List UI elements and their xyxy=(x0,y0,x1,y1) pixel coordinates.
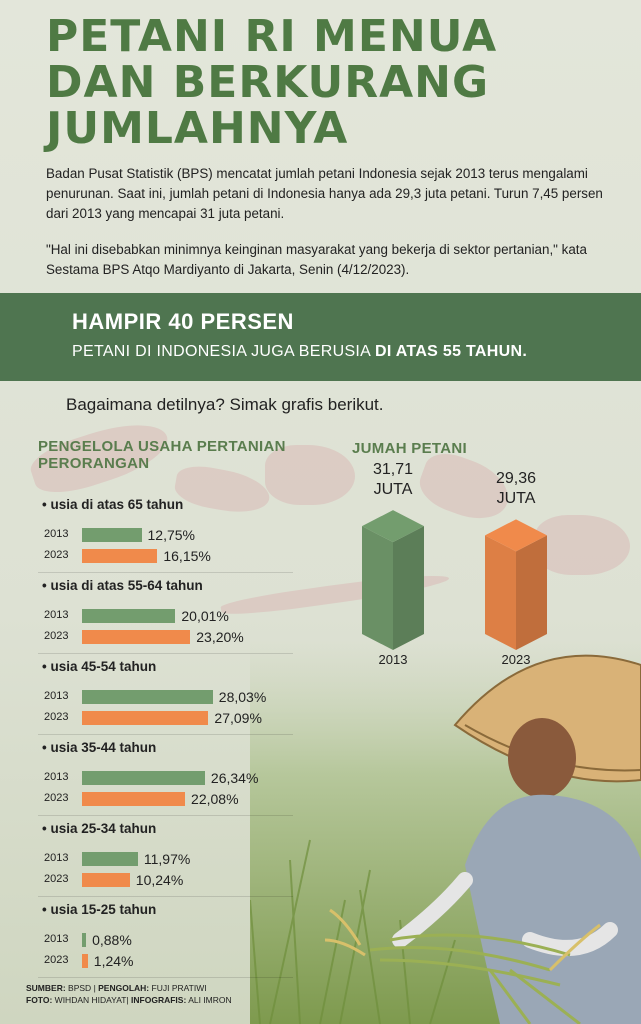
highlight-banner xyxy=(0,293,641,381)
value-label: 11,97% xyxy=(143,851,191,867)
age-group xyxy=(38,816,293,897)
bar-2013 xyxy=(82,852,138,866)
bar-row-2013 xyxy=(44,931,294,949)
bar-2023 xyxy=(82,549,157,563)
age-group xyxy=(38,573,293,654)
bar-row-2023 xyxy=(44,871,294,889)
intro-text xyxy=(46,164,606,296)
year-label: 2023 xyxy=(44,792,69,804)
value-label: 0,88% xyxy=(92,932,132,948)
age-group-label: • usia di atas 65 tahun xyxy=(42,497,184,512)
total-chart-title: JUMAH PETANI xyxy=(352,440,467,457)
age-group xyxy=(38,492,293,573)
total-year-label: 2013 xyxy=(378,652,408,667)
age-group-label: • usia di atas 55-64 tahun xyxy=(42,578,203,593)
year-label: 2023 xyxy=(44,630,69,642)
bar-2023 xyxy=(82,954,88,968)
value-label: 22,08% xyxy=(191,791,239,807)
bar-2013 xyxy=(82,771,205,785)
year-label: 2023 xyxy=(44,549,69,561)
value-label: 12,75% xyxy=(147,527,195,543)
credit-key: PENGOLAH: xyxy=(98,983,150,993)
value-label: 20,01% xyxy=(181,608,229,624)
age-group xyxy=(38,897,293,978)
year-label: 2023 xyxy=(44,711,69,723)
value-label: 28,03% xyxy=(218,689,267,705)
credit-value: WIHDAN HIDAYAT xyxy=(54,995,127,1005)
bar-row-2013 xyxy=(44,688,294,706)
banner-headline: HAMPIR 40 PERSEN xyxy=(72,309,294,334)
year-label: 2023 xyxy=(44,954,69,966)
total-farmers-chart xyxy=(330,440,630,670)
year-label: 2013 xyxy=(44,771,69,783)
total-value-label xyxy=(353,460,433,500)
total-value-label xyxy=(476,469,556,509)
year-label: 2023 xyxy=(44,873,69,885)
credit-key: INFOGRAFIS: xyxy=(131,995,187,1005)
title-line: DAN BERKURANG xyxy=(46,57,490,108)
value-label: 10,24% xyxy=(135,872,184,888)
bar-2013 xyxy=(82,933,86,947)
year-label: 2013 xyxy=(44,852,69,864)
credits-line: FOTO: WIHDAN HIDAYAT| INFOGRAFIS: ALI IMRON xyxy=(26,995,232,1005)
bar-2023 xyxy=(82,873,130,887)
bar-row-2013 xyxy=(44,850,294,868)
bar-row-2023 xyxy=(44,709,294,727)
title-line: PETANI RI MENUA xyxy=(46,11,498,62)
bar-2013 xyxy=(82,690,213,704)
bar-right-face xyxy=(516,535,547,650)
value-label: 27,09% xyxy=(214,710,262,726)
title-line: JUMLAHNYA xyxy=(46,103,349,154)
total-value: 29,36 xyxy=(495,470,537,488)
bar-2013 xyxy=(82,528,142,542)
age-chart-title-line: PENGELOLA USAHA PERTANIAN xyxy=(38,438,286,455)
credits xyxy=(26,982,232,1006)
banner-sub-plain: PETANI DI INDONESIA JUGA BERUSIA xyxy=(72,343,376,360)
bar-row-2013 xyxy=(44,526,294,544)
credit-key: FOTO: xyxy=(26,995,53,1005)
bar-row-2023 xyxy=(44,790,294,808)
age-bar-chart xyxy=(38,492,293,978)
page-title xyxy=(46,11,606,154)
banner-sub-bold: DI ATAS 55 TAHUN. xyxy=(375,343,528,360)
credits-line: SUMBER: BPSD | PENGOLAH: FUJI PRATIWI xyxy=(26,983,207,993)
bar-left-face xyxy=(485,535,516,650)
total-unit: JUTA xyxy=(496,490,536,508)
value-label: 16,15% xyxy=(163,548,211,564)
bar-2023 xyxy=(82,711,208,725)
age-group-label: • usia 25-34 tahun xyxy=(42,821,157,836)
age-group-label: • usia 45-54 tahun xyxy=(42,659,157,674)
year-label: 2013 xyxy=(44,528,69,540)
bar-2013 xyxy=(82,609,175,623)
year-label: 2013 xyxy=(44,609,69,621)
bar-2023 xyxy=(82,630,190,644)
age-chart-title xyxy=(38,438,286,472)
year-label: 2013 xyxy=(44,690,69,702)
farmer-photo xyxy=(250,640,641,1024)
value-label: 1,24% xyxy=(93,953,134,969)
credit-key: SUMBER: xyxy=(26,983,66,993)
banner-subline xyxy=(72,343,527,361)
prompt-text: Bagaimana detilnya? Simak grafis berikut. xyxy=(66,395,384,414)
total-value: 31,71 xyxy=(372,461,414,479)
age-chart-title-line: PERORANGAN xyxy=(38,455,150,472)
bar-row-2013 xyxy=(44,769,294,787)
intro-paragraph: Badan Pusat Statistik (BPS) mencatat jumlah petani Indonesia sejak 2013 terus mengalami penurunan. Saat ini, jumlah petani di Indonesia hanya ada 29,3 juta petani. Turun 7,45 persen dari 2013 yang mencapai 31 juta petani. xyxy=(46,166,603,221)
bar-row-2023 xyxy=(44,547,294,565)
age-group-label: • usia 35-44 tahun xyxy=(42,740,157,755)
year-label: 2013 xyxy=(44,933,69,945)
bar-right-face xyxy=(393,526,424,650)
bar-row-2023 xyxy=(44,952,294,970)
age-group xyxy=(38,654,293,735)
age-group xyxy=(38,735,293,816)
bar-row-2013 xyxy=(44,607,294,625)
age-group-label: • usia 15-25 tahun xyxy=(42,902,157,917)
total-unit: JUTA xyxy=(373,481,413,499)
bar-row-2023 xyxy=(44,628,294,646)
credit-value: FUJI PRATIWI xyxy=(151,983,207,993)
credit-value: ALI IMRON xyxy=(188,995,232,1005)
bar-left-face xyxy=(362,526,393,650)
intro-quote: "Hal ini disebabkan minimnya keinginan masyarakat yang bekerja di sektor pertanian," kata Sestama BPS Atqo Mardiyanto di Jakarta, Senin (4/12/2023). xyxy=(46,242,587,277)
bar-2023 xyxy=(82,792,185,806)
total-year-label: 2023 xyxy=(501,652,531,667)
credit-value: BPSD xyxy=(68,983,92,993)
value-label: 23,20% xyxy=(196,629,244,645)
value-label: 26,34% xyxy=(210,770,259,786)
